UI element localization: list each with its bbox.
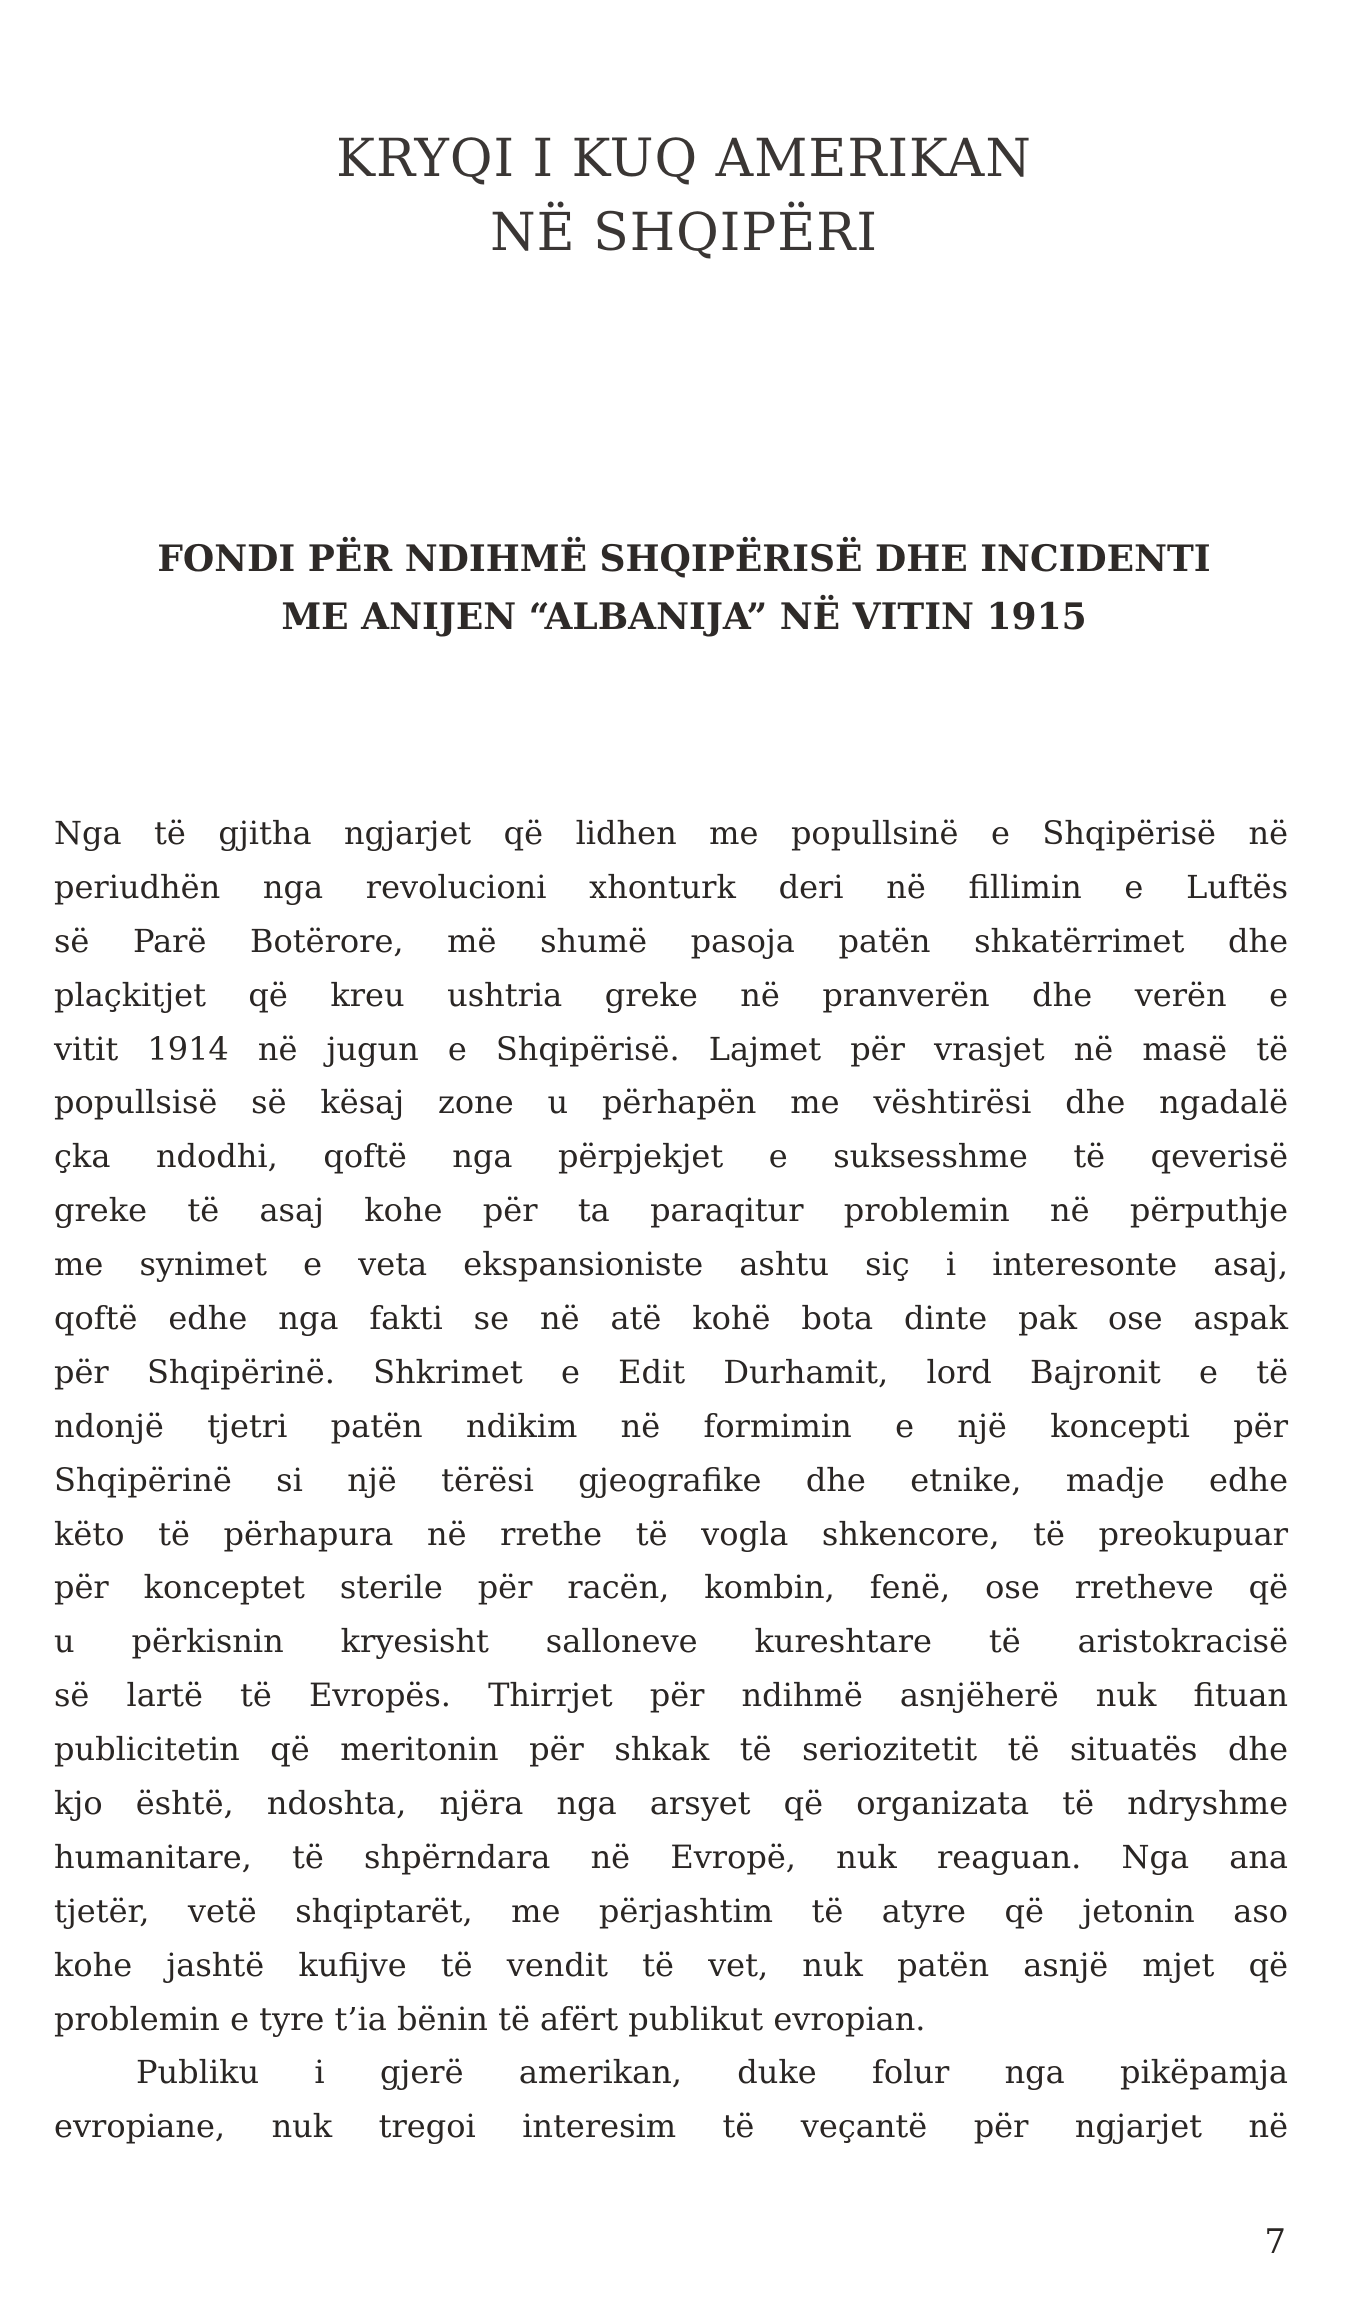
page-number: 7	[1264, 2222, 1286, 2262]
text-line: kohe jashtë kufijve të vendit të vet, nuk patën asnjë mjet që	[54, 1945, 1288, 1984]
text-line: ndonjë tjetri patën ndikim në formimin e një koncepti për	[54, 1406, 1288, 1445]
paragraph-2	[54, 2046, 1288, 2154]
text-line: kjo është, ndoshta, njëra nga arsyet që organizata të ndryshme	[54, 1784, 1288, 1823]
text-line: periudhën nga revolucioni xhonturk deri në fillimin e Luftës	[54, 867, 1288, 906]
text-line: tjetër, vetë shqiptarët, me përjashtim të atyre që jetonin aso	[54, 1891, 1288, 1930]
text-line: këto të përhapura në rrethe të vogla shkencore, të preokupuar	[54, 1514, 1288, 1553]
chapter-title-line-1: KRYQI I KUQ AMERIKAN	[336, 129, 1032, 189]
chapter-title	[0, 122, 1368, 270]
text-line: publicitetin që meritonin për shkak të seriozitetit të situatës dhe	[54, 1730, 1288, 1769]
text-line: humanitare, të shpërndara në Evropë, nuk reaguan. Nga ana	[54, 1837, 1288, 1876]
text-line: greke të asaj kohe për ta paraqitur problemin në përputhje	[54, 1191, 1288, 1230]
text-line: së Parë Botërore, më shumë pasoja patën shkatërrimet dhe	[54, 921, 1288, 960]
section-title	[0, 530, 1368, 646]
text-line: Nga të gjitha ngjarjet që lidhen me popullsinë e Shqipërisë në	[54, 814, 1288, 852]
text-line: çka ndodhi, qoftë nga përpjekjet e suksesshme të qeverisë	[54, 1137, 1288, 1176]
text-line: evropiane, nuk tregoi interesim të veçantë për ngjarjet në	[54, 2107, 1288, 2146]
text-line: për konceptet sterile për racën, kombin, fenë, ose rretheve që	[54, 1568, 1288, 1607]
text-line: me synimet e veta ekspansioniste ashtu siç i interesonte asaj,	[54, 1245, 1288, 1284]
text-line: Shqipërinë si një tërësi gjeografike dhe etnike, madje edhe	[54, 1460, 1288, 1499]
paragraph-1	[54, 807, 1288, 2046]
text-line: vitit 1914 në jugun e Shqipërisë. Lajmet për vrasjet në masë të	[54, 1029, 1288, 1068]
text-line: problemin e tyre t’ia bënin të afërt publikut evropian.	[54, 1999, 926, 2038]
text-line: qoftë edhe nga fakti se në atë kohë bota dinte pak ose aspak	[54, 1299, 1288, 1338]
body-text	[54, 807, 1288, 2154]
chapter-title-line-2: NË SHQIPËRI	[490, 203, 878, 263]
text-line: së lartë të Evropës. Thirrjet për ndihmë asnjëherë nuk fituan	[54, 1676, 1288, 1715]
text-line: Publiku i gjerë amerikan, duke folur nga pikëpamja	[136, 2053, 1288, 2092]
text-line: për Shqipërinë. Shkrimet e Edit Durhamit, lord Bajronit e të	[54, 1352, 1288, 1391]
section-title-line-1: FONDI PËR NDIHMË SHQIPËRISË DHE INCIDENTI	[157, 538, 1211, 580]
text-line: plaçkitjet që kreu ushtria greke në pranverën dhe verën e	[54, 975, 1288, 1014]
section-title-line-2: ME ANIJEN “ALBANIJA” NË VITIN 1915	[281, 596, 1087, 638]
text-line: popullsisë së kësaj zone u përhapën me vështirësi dhe ngadalë	[54, 1083, 1288, 1122]
text-line: u përkisnin kryesisht salloneve kureshtare të aristokracisë	[54, 1622, 1288, 1661]
